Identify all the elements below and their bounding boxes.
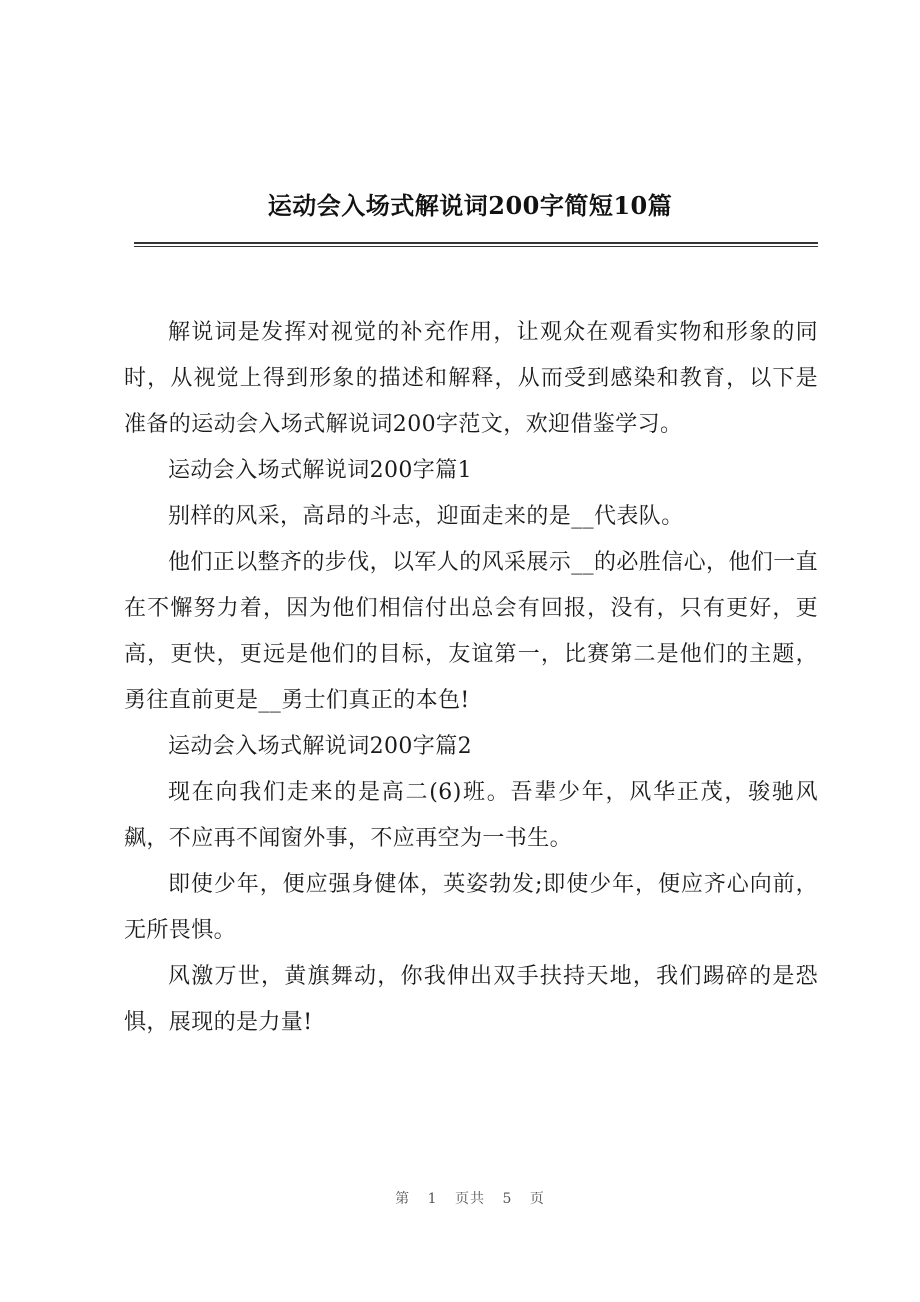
page-footer — [0, 1188, 920, 1208]
footer-current-page: 1 — [427, 1191, 438, 1207]
body-paragraph: 即使少年，便应强身健体，英姿勃发;即使少年，便应齐心向前，无所畏惧。 — [124, 872, 818, 943]
document-body — [124, 310, 818, 1046]
document-title: 运动会入场式解说词200字简短10篇 — [267, 191, 673, 220]
footer-label-of: 页共 — [455, 1191, 485, 1207]
body-paragraph: 现在向我们走来的是高二(6)班。吾辈少年，风华正茂，骏驰风飙，不应再不闻窗外事，不应再空为一书生。 — [124, 780, 818, 851]
footer-label-page: 第 — [395, 1191, 411, 1207]
section-heading: 运动会入场式解说词200字篇1 — [168, 458, 472, 483]
body-paragraph: 他们正以整齐的步伐，以军人的风采展示__的必胜信心，他们一直在不懈努力着，因为他们相信付出总会有回报，没有，只有更好，更高，更快，更远是他们的目标，友谊第一，比赛第二是他们的主题，勇往直前更是__勇士们真正的本色! — [124, 550, 819, 713]
title-rule-thin — [134, 246, 818, 247]
title-rule-thick — [134, 242, 818, 244]
footer-total-pages: 5 — [502, 1191, 513, 1207]
footer-label-pages: 页 — [529, 1191, 545, 1207]
section-heading: 运动会入场式解说词200字篇2 — [168, 734, 472, 759]
intro-paragraph: 解说词是发挥对视觉的补充作用，让观众在观看实物和形象的同时，从视觉上得到形象的描述和解释，从而受到感染和教育，以下是准备的运动会入场式解说词200字范文，欢迎借鉴学习。 — [124, 320, 818, 437]
body-paragraph: 别样的风采，高昂的斗志，迎面走来的是__代表队。 — [168, 504, 684, 529]
body-paragraph: 风激万世，黄旗舞动，你我伸出双手扶持天地，我们踢碎的是恐惧，展现的是力量! — [124, 964, 818, 1035]
